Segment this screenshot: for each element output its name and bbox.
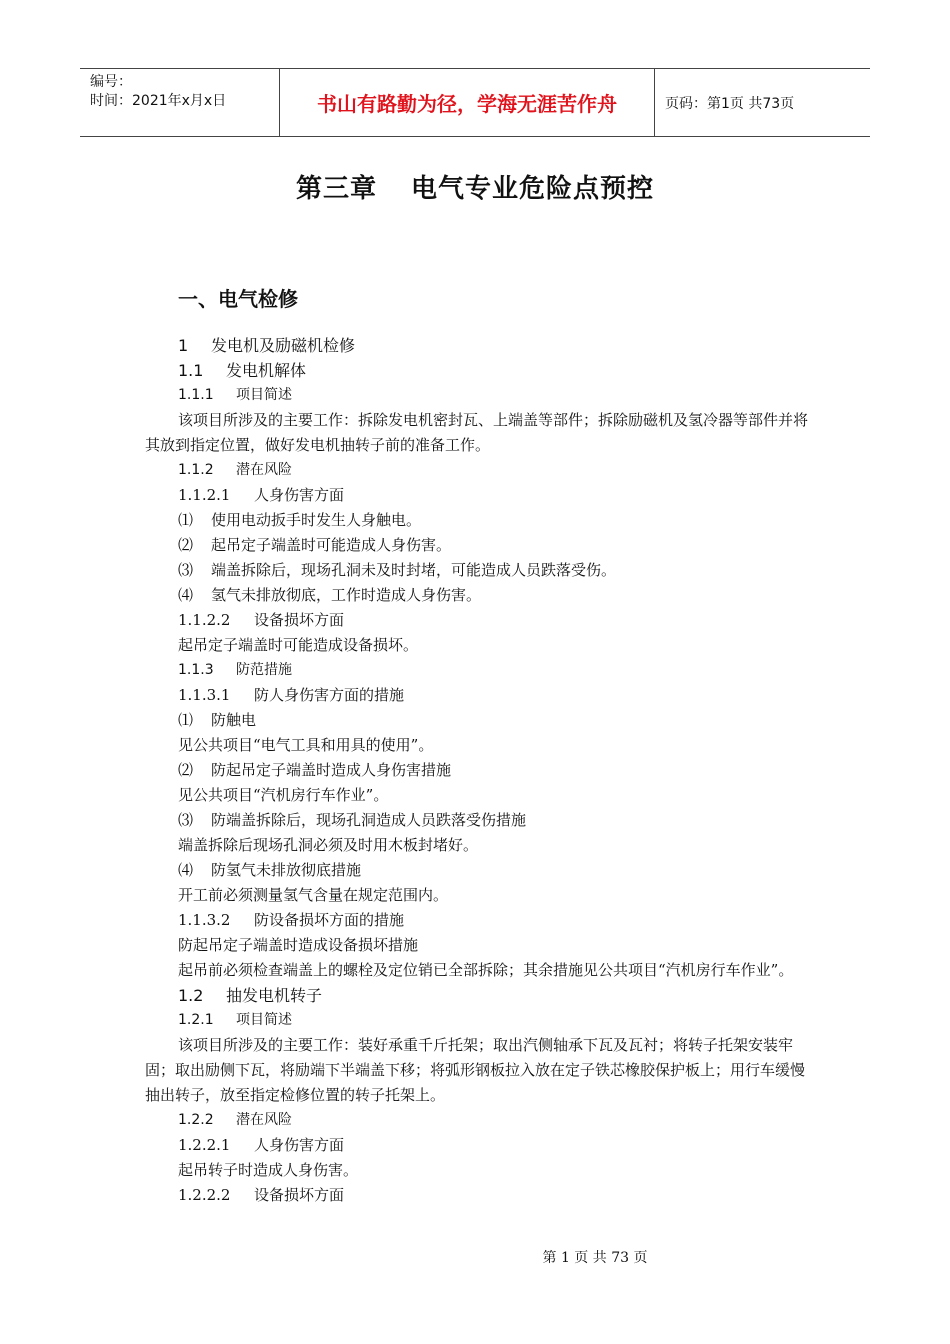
paragraph: 起吊定子端盖时可能造成设备损坏。 [178,636,419,654]
list-item: ⑷ 防氢气未排放彻底措施 [178,861,362,879]
heading-1-2-2: 1.2.2 潜在风险 [178,1112,292,1128]
page-header [80,68,870,137]
number-label: 编号： [90,74,132,90]
list-item: ⑶ 端盖拆除后，现场孔洞未及时封堵，可能造成人员跌落受伤。 [178,561,617,579]
paragraph: 该项目所涉及的主要工作：拆除发电机密封瓦、上端盖等部件；拆除励磁机及氢冷器等部件并将其放到指定位置，做好发电机抽转子前的准备工作。 [145,411,809,454]
paragraph: 见公共项目“汽机房行车作业”。 [178,786,389,804]
heading-1-1-2-2: 1.1.2.2 设备损坏方面 [178,611,345,629]
list-item: ⑶ 防端盖拆除后，现场孔洞造成人员跌落受伤措施 [178,811,527,829]
header-page-info: 页码：第1页 共73页 [665,95,795,112]
chapter-name: 电气专业危险点预控 [411,174,655,204]
paragraph: 起吊转子时造成人身伤害。 [178,1161,359,1179]
heading-1-2-1: 1.2.1 项目简述 [178,1012,292,1028]
heading-1-1-1: 1.1.1 项目简述 [178,387,292,403]
heading-1-1-3-2: 1.1.3.2 防设备损坏方面的措施 [178,911,405,929]
chapter-title [0,168,950,205]
list-item: ⑵ 防起吊定子端盖时造成人身伤害措施 [178,761,452,779]
paragraph: 端盖拆除后现场孔洞必须及时用木板封堵好。 [178,836,479,854]
heading-1-1: 1.1 发电机解体 [178,361,307,380]
document-body [145,333,810,1208]
paragraph: 开工前必须测量氢气含量在规定范围内。 [178,886,449,904]
page-footer: 第 1 页 共 73 页 [542,1250,648,1266]
list-item: ⑴ 防触电 [178,711,257,729]
header-meta [80,69,280,136]
heading-1-2: 1.2 抽发电机转子 [178,986,323,1005]
heading-1-2-2-2: 1.2.2.2 设备损坏方面 [178,1186,345,1204]
paragraph: 该项目所涉及的主要工作：装好承重千斤托架；取出汽侧轴承下瓦及瓦衬；将转子托架安装牢固；取出励侧下瓦，将励端下半端盖下移；将弧形钢板拉入放在定子铁芯橡胶保护板上；用行车缓慢抽出转子，放至指定检修位置的转子托架上。 [145,1036,806,1104]
heading-1-1-2: 1.1.2 潜在风险 [178,462,292,478]
paragraph: 防起吊定子端盖时造成设备损坏措施 [178,936,419,954]
heading-1-1-2-1: 1.1.2.1 人身伤害方面 [178,486,345,504]
list-item: ⑵ 起吊定子端盖时可能造成人身伤害。 [178,536,452,554]
list-item: ⑴ 使用电动扳手时发生人身触电。 [178,511,422,529]
heading-1: 1 发电机及励磁机检修 [178,336,356,355]
heading-1-1-3: 1.1.3 防范措施 [178,662,292,678]
header-motto: 书山有路勤为径，学海无涯苦作舟 [280,69,655,136]
section-heading: 一、电气检修 [178,287,298,311]
heading-1-2-2-1: 1.2.2.1 人身伤害方面 [178,1136,345,1154]
chapter-number: 第三章 [295,174,377,204]
list-item: ⑷ 氢气未排放彻底，工作时造成人身伤害。 [178,586,482,604]
date-label: 时间：2021年x月x日 [90,93,227,109]
paragraph: 起吊前必须检查端盖上的螺栓及定位销已全部拆除；其余措施见公共项目“汽机房行车作业”。 [178,961,794,979]
paragraph: 见公共项目“电气工具和用具的使用”。 [178,736,434,754]
heading-1-1-3-1: 1.1.3.1 防人身伤害方面的措施 [178,686,405,704]
